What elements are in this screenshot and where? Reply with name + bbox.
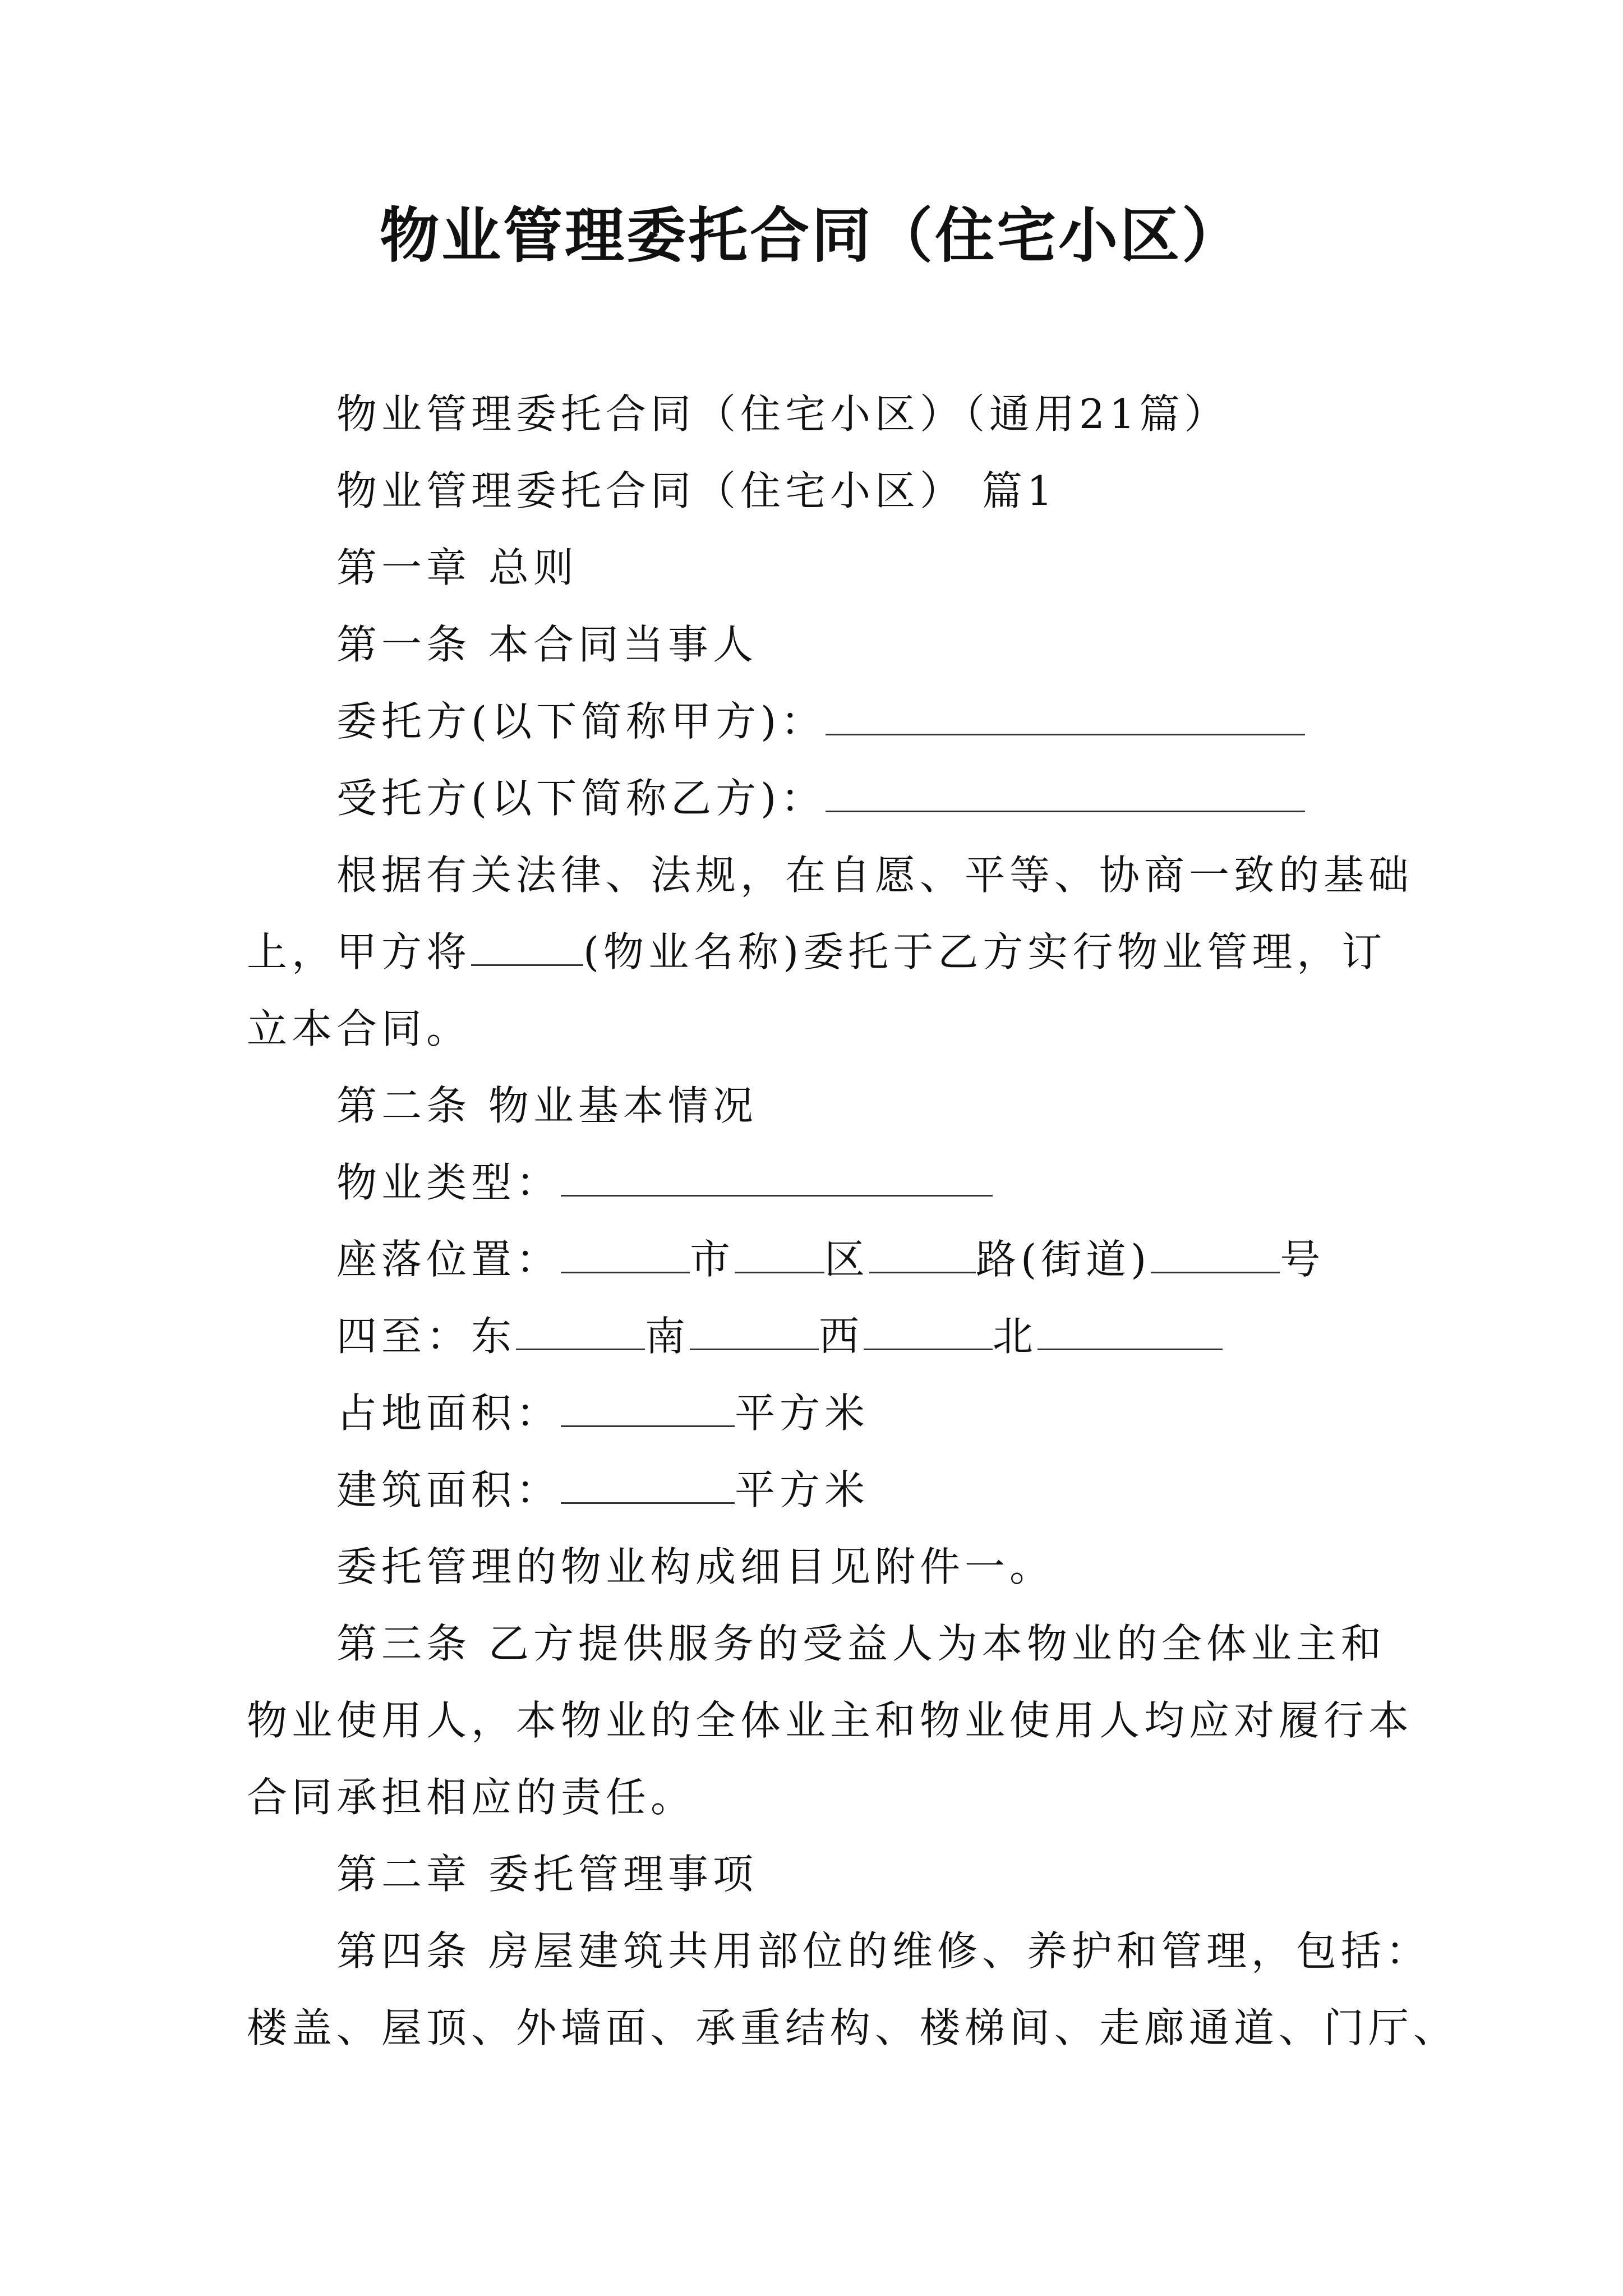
part-heading: 物业管理委托合同（住宅小区） 篇1 xyxy=(336,467,1057,514)
basis-text-b: (物业名称)委托于乙方实行物业管理，订 xyxy=(583,928,1387,976)
basis-paragraph-line-3: 立本合同。 xyxy=(247,1005,472,1052)
chapter-1-heading: 第一章 总则 xyxy=(336,544,578,591)
south-blank xyxy=(690,1314,819,1350)
article-4-line-2: 楼盖、屋顶、外墙面、承重结构、楼梯间、走廊通道、门厅、 xyxy=(247,2004,1459,2051)
number-blank xyxy=(1151,1237,1280,1273)
number-label: 号 xyxy=(1280,1236,1325,1283)
north-label: 北 xyxy=(993,1313,1038,1360)
party-a-label: 委托方(以下简称甲方)： xyxy=(336,698,826,745)
building-area-blank xyxy=(561,1467,735,1504)
boundaries-label: 四至：东 xyxy=(336,1313,517,1360)
property-type-blank xyxy=(561,1160,993,1197)
property-type-line xyxy=(336,1157,993,1208)
party-a-blank xyxy=(826,699,1305,735)
land-area-blank xyxy=(561,1391,735,1427)
article-3-line-2: 物业使用人，本物业的全体业主和物业使用人均应对履行本 xyxy=(247,1697,1414,1744)
party-b-label: 受托方(以下简称乙方)： xyxy=(336,775,826,822)
location-line xyxy=(336,1234,1325,1285)
land-area-label: 占地面积： xyxy=(336,1389,561,1437)
basis-text-a: 上，甲方将 xyxy=(247,928,472,976)
south-label: 南 xyxy=(645,1313,690,1360)
district-blank xyxy=(735,1237,824,1273)
article-4-line-1: 第四条 房屋建筑共用部位的维修、养护和管理，包括： xyxy=(336,1927,1431,1975)
city-blank xyxy=(561,1237,690,1273)
basis-paragraph-line-2 xyxy=(247,927,1386,977)
road-label: 路(街道) xyxy=(976,1236,1151,1283)
article-3-line-3: 合同承担相应的责任。 xyxy=(247,1774,696,1821)
article-3-line-1: 第三条 乙方提供服务的受益人为本物业的全体业主和 xyxy=(336,1620,1386,1667)
property-type-label: 物业类型： xyxy=(336,1159,561,1206)
city-label: 市 xyxy=(690,1236,735,1283)
document-title: 物业管理委托合同（住宅小区） xyxy=(380,200,1243,270)
article-1-heading: 第一条 本合同当事人 xyxy=(336,621,758,668)
land-area-unit: 平方米 xyxy=(735,1389,870,1437)
basis-paragraph-line-1: 根据有关法律、法规，在自愿、平等、协商一致的基础 xyxy=(336,852,1414,899)
boundaries-line xyxy=(336,1311,1223,1361)
land-area-line xyxy=(336,1388,869,1438)
document-subtitle: 物业管理委托合同（住宅小区）（通用21篇） xyxy=(336,390,1229,438)
building-area-label: 建筑面积： xyxy=(336,1466,561,1513)
building-area-unit: 平方米 xyxy=(735,1466,870,1513)
road-blank xyxy=(869,1237,976,1273)
building-area-line xyxy=(336,1465,869,1515)
north-blank xyxy=(1038,1314,1223,1350)
west-label: 西 xyxy=(819,1313,864,1360)
party-a-line xyxy=(336,696,1305,747)
article-2-heading: 第二条 物业基本情况 xyxy=(336,1082,758,1129)
party-b-line xyxy=(336,773,1305,823)
detail-line: 委托管理的物业构成细目见附件一。 xyxy=(336,1543,1055,1590)
east-blank xyxy=(516,1314,645,1350)
party-b-blank xyxy=(826,776,1305,812)
west-blank xyxy=(864,1314,993,1350)
district-label: 区 xyxy=(824,1236,870,1283)
chapter-2-heading: 第二章 委托管理事项 xyxy=(336,1851,758,1898)
location-label: 座落位置： xyxy=(336,1236,561,1283)
property-name-blank xyxy=(471,930,583,966)
